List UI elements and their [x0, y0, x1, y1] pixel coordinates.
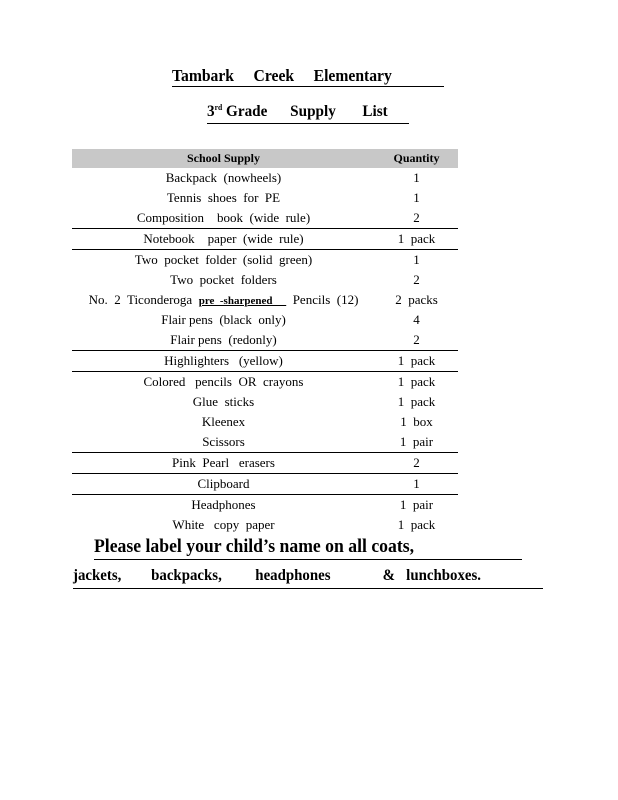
supply-item: Scissors: [72, 432, 375, 453]
supply-qty: 1 pack: [397, 374, 436, 389]
table-row: [72, 453, 458, 474]
supply-item: Notebook paper (wide rule): [72, 229, 375, 250]
supply-table: [72, 149, 458, 535]
table-row: [72, 330, 458, 351]
supply-qty: 1: [413, 170, 420, 185]
supply-qty: 4: [413, 312, 420, 327]
supply-item: Composition book (wide rule): [72, 208, 375, 229]
supply-qty: 2: [375, 330, 458, 351]
school-title: Tambark Creek Elementary: [172, 66, 392, 85]
table-row: [72, 412, 458, 432]
table-row: [72, 372, 458, 393]
table-row: [72, 432, 458, 453]
supply-qty: 2: [375, 453, 458, 474]
table-row: [72, 290, 458, 310]
pencil-count: Pencils (12): [286, 292, 359, 307]
supply-qty: 1 pack: [397, 394, 436, 409]
supply-item: Highlighters (yellow): [72, 351, 375, 372]
table-header: [72, 149, 458, 168]
label-notice-line1: Please label your child’s name on all coats,: [94, 536, 415, 557]
table-row: [72, 168, 458, 188]
table-row: [72, 495, 458, 516]
notice-underline-2: [73, 588, 543, 589]
table-row: [72, 515, 458, 535]
pre-sharpened-label: pre -sharpened: [198, 295, 287, 307]
grade-suffix: rd: [214, 103, 223, 112]
supply-item: White copy paper: [172, 517, 275, 532]
supply-qty: 1: [413, 252, 420, 267]
supply-qty: 1 box: [400, 414, 433, 429]
supply-qty: 2: [375, 208, 458, 229]
header-school-supply: School Supply: [72, 149, 375, 168]
header-quantity: Quantity: [375, 149, 458, 168]
table-row: [72, 392, 458, 412]
pencil-brand: No. 2 Ticonderoga: [88, 292, 199, 307]
supply-item: Flair pens (black only): [161, 312, 286, 327]
table-row: [72, 188, 458, 208]
label-notice-line2: jackets, backpacks, headphones & lunchboxes.: [73, 567, 482, 584]
supply-item: [72, 290, 375, 310]
supply-item: Flair pens (redonly): [72, 330, 375, 351]
list-title-underline: [207, 123, 409, 124]
list-title: [207, 103, 388, 121]
supply-qty: 1 pair: [375, 432, 458, 453]
table-row: [72, 474, 458, 495]
supply-qty: 2 packs: [395, 292, 438, 307]
supply-item: Glue sticks: [192, 394, 255, 409]
supply-qty: 1: [375, 474, 458, 495]
supply-item: Pink Pearl erasers: [72, 453, 375, 474]
list-title-text: Grade Supply List: [226, 103, 388, 120]
supply-item: Two pocket folders: [170, 272, 277, 287]
supply-qty: 1 pack: [397, 517, 436, 532]
supply-qty: 1 pack: [375, 229, 458, 250]
supply-qty: 1 pack: [375, 351, 458, 372]
supply-item: Kleenex: [201, 414, 246, 429]
grade-number: 3: [207, 103, 215, 120]
supply-item: Backpack (nowheels): [165, 170, 282, 185]
notice-underline-1: [94, 559, 522, 560]
supply-item: Tennis shoes for PE: [166, 190, 281, 205]
supply-qty: 2: [413, 272, 420, 287]
supply-item: Colored pencils OR crayons: [143, 374, 304, 389]
supply-item: Headphones: [191, 497, 256, 512]
supply-item: Clipboard: [72, 474, 375, 495]
table-row: [72, 208, 458, 229]
table-row: [72, 250, 458, 271]
table-row: [72, 270, 458, 290]
supply-qty: 1 pair: [399, 497, 434, 512]
title-underline: [172, 86, 444, 87]
supply-item: Two pocket folder (solid green): [134, 252, 313, 267]
table-row: [72, 229, 458, 250]
table-row: [72, 310, 458, 330]
supply-qty: 1: [413, 190, 420, 205]
table-row: [72, 351, 458, 372]
